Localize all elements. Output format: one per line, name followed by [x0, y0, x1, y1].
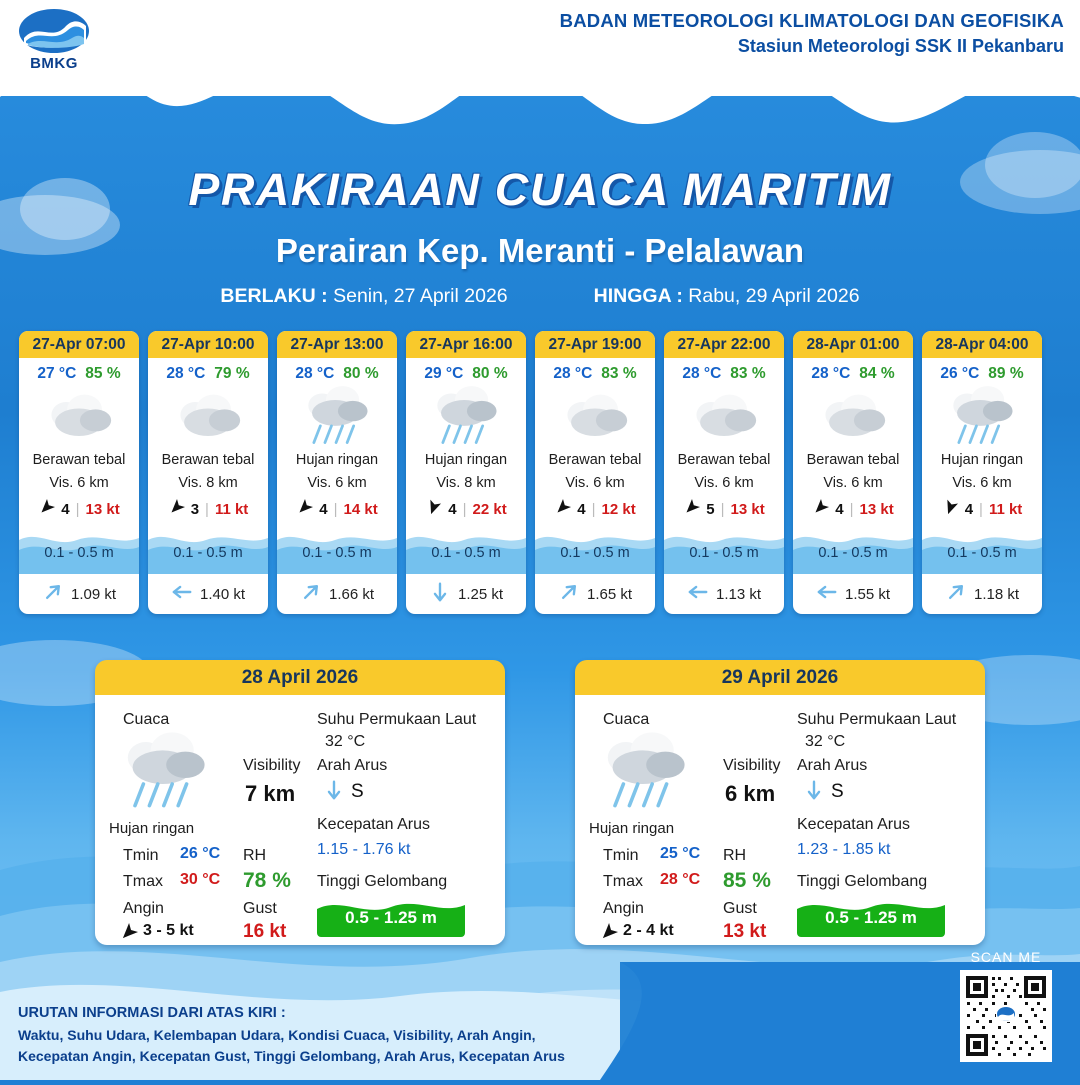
hourly-card	[922, 331, 1042, 614]
hourly-condition: Berawan tebal	[806, 452, 900, 468]
legend-line-1: Waktu, Suhu Udara, Kelembapan Udara, Kondisi Cuaca, Visibility, Arah Angin,	[18, 1026, 536, 1043]
hourly-current	[148, 574, 268, 614]
wind-direction-arrow-icon	[812, 499, 829, 520]
legend-note	[18, 1002, 628, 1068]
wind-separator: |	[75, 501, 80, 518]
hourly-condition: Hujan ringan	[424, 452, 508, 468]
hourly-wave-height: 0.1 - 0.5 m	[689, 545, 759, 561]
wind-separator: |	[720, 501, 725, 518]
hourly-current	[922, 574, 1042, 614]
hourly-wind-dir: 3	[190, 501, 200, 518]
daily-wind-value: 2 - 4 kt	[623, 922, 674, 939]
hourly-wind-speed: 13 kt	[85, 501, 120, 518]
current-direction-arrow-icon	[816, 581, 838, 607]
daily-tmin-value: 26 °C	[180, 845, 221, 862]
hourly-temperature: 28 °C	[553, 365, 593, 382]
hourly-wind-speed: 22 kt	[472, 501, 507, 518]
hourly-time: 27-Apr 22:00	[664, 331, 784, 358]
hourly-temperature: 28 °C	[166, 365, 206, 382]
hourly-wave-height: 0.1 - 0.5 m	[560, 545, 630, 561]
daily-wave-value: 0.5 - 1.25 m	[345, 908, 437, 927]
hourly-card	[19, 331, 139, 614]
daily-rh-value: 78 %	[243, 869, 291, 892]
daily-current-speed-label: Kecepatan Arus	[797, 816, 910, 833]
wind-separator: |	[591, 501, 596, 518]
daily-forecast-row	[0, 660, 1080, 945]
hourly-visibility: Vis. 6 km	[694, 475, 754, 491]
daily-current-speed-value: 1.23 - 1.85 kt	[797, 841, 891, 858]
hourly-temp-rh	[148, 358, 268, 383]
daily-wave-label: Tinggi Gelombang	[317, 873, 448, 890]
hourly-current	[406, 574, 526, 614]
daily-wave-label: Tinggi Gelombang	[797, 873, 928, 890]
rain-cloud-icon	[597, 731, 693, 820]
daily-forecast-panel	[95, 660, 505, 945]
valid-from-label: BERLAKU :	[220, 285, 328, 307]
page-subtitle: Perairan Kep. Meranti - Pelalawan	[275, 232, 805, 269]
rain-cloud-icon	[922, 385, 1042, 451]
daily-visibility-value: 7 km	[245, 781, 296, 806]
daily-gust-label: Gust	[243, 900, 277, 917]
hourly-wave	[664, 528, 784, 574]
daily-rh-label: RH	[723, 847, 747, 864]
hourly-temperature: 28 °C	[682, 365, 722, 382]
wind-separator: |	[205, 501, 209, 518]
daily-condition: Hujan ringan	[589, 820, 675, 837]
hourly-card	[664, 331, 784, 614]
current-direction-arrow-icon	[300, 581, 322, 607]
valid-to-value: Rabu, 29 April 2026	[688, 285, 860, 307]
hourly-time: 28-Apr 01:00	[793, 331, 913, 358]
hourly-temp-rh	[406, 358, 526, 383]
hourly-time: 27-Apr 07:00	[19, 331, 139, 358]
hourly-wind-speed: 12 kt	[601, 501, 636, 518]
daily-current-dir-value: S	[831, 781, 844, 802]
daily-wave-value: 0.5 - 1.25 m	[825, 908, 917, 927]
hourly-card	[148, 331, 268, 614]
hourly-humidity: 80 %	[343, 365, 379, 382]
current-direction-arrow-icon	[558, 581, 580, 607]
hourly-wave	[793, 528, 913, 574]
hourly-time: 27-Apr 10:00	[148, 331, 268, 358]
hourly-wind-speed: 14 kt	[343, 501, 378, 518]
hourly-wind	[922, 499, 1042, 520]
hourly-wind-dir: 4	[448, 501, 457, 518]
hourly-current-speed: 1.55 kt	[844, 585, 891, 603]
daily-rh-value: 85 %	[723, 869, 771, 892]
wind-direction-arrow-icon	[296, 499, 313, 520]
hourly-current	[19, 574, 139, 614]
hourly-wave-height: 0.1 - 0.5 m	[947, 545, 1017, 561]
hourly-temp-rh	[535, 358, 655, 383]
bmkg-logo-text: BMKG	[30, 55, 78, 72]
hourly-current	[535, 574, 655, 614]
hourly-wind-speed: 11 kt	[214, 501, 249, 518]
daily-tmax-value: 28 °C	[660, 871, 701, 888]
agency-name: BADAN METEOROLOGI KLIMATOLOGI DAN GEOFISIKA	[559, 10, 1064, 31]
hourly-visibility: Vis. 6 km	[49, 475, 109, 491]
daily-tmin-label: Tmin	[603, 847, 639, 864]
daily-gust-value: 13 kt	[723, 921, 767, 942]
current-direction-arrow-icon	[945, 581, 967, 607]
valid-to	[594, 285, 860, 308]
hourly-wave	[19, 528, 139, 574]
hourly-wind-dir: 4	[61, 501, 70, 518]
hourly-wind-dir: 4	[964, 501, 974, 518]
daily-current-speed-label: Kecepatan Arus	[317, 816, 430, 833]
cloud-icon	[19, 385, 139, 451]
hourly-current	[664, 574, 784, 614]
hourly-wave	[277, 528, 397, 574]
daily-sst-label: Suhu Permukaan Laut	[797, 711, 957, 728]
hourly-current	[277, 574, 397, 614]
hourly-visibility: Vis. 6 km	[565, 475, 625, 491]
daily-sst-value: 32 °C	[805, 733, 846, 750]
current-direction-arrow-icon	[429, 581, 451, 607]
daily-wind-label: Angin	[123, 900, 164, 917]
hourly-current-speed: 1.65 kt	[586, 585, 633, 603]
wind-separator: |	[462, 501, 467, 518]
wind-direction-arrow-icon	[38, 499, 55, 520]
daily-rh-label: RH	[243, 847, 267, 864]
hourly-humidity: 89 %	[988, 365, 1024, 382]
current-direction-arrow-icon	[171, 581, 193, 607]
hourly-time: 27-Apr 13:00	[277, 331, 397, 358]
hourly-temp-rh	[277, 358, 397, 383]
hourly-visibility: Vis. 8 km	[436, 475, 496, 491]
hourly-wind	[148, 499, 268, 520]
hourly-humidity: 85 %	[85, 365, 121, 382]
daily-current-dir-label: Arah Arus	[317, 757, 388, 774]
daily-current-speed-value: 1.15 - 1.76 kt	[317, 841, 411, 858]
current-direction-arrow-icon	[803, 779, 825, 806]
daily-visibility-label: Visibility	[723, 757, 781, 774]
cloud-icon	[793, 385, 913, 451]
hourly-card	[793, 331, 913, 614]
hourly-wave	[406, 528, 526, 574]
hourly-wind	[406, 499, 526, 520]
hourly-time: 27-Apr 19:00	[535, 331, 655, 358]
hourly-wind-speed: 13 kt	[859, 501, 894, 518]
hourly-current-speed: 1.18 kt	[973, 585, 1020, 603]
hourly-wind-dir: 4	[319, 501, 328, 518]
hourly-wind	[793, 499, 913, 520]
daily-cuaca-label: Cuaca	[123, 711, 170, 728]
daily-tmax-value: 30 °C	[180, 871, 221, 888]
rain-cloud-icon	[117, 731, 213, 820]
hourly-wind	[535, 499, 655, 520]
hourly-wave	[922, 528, 1042, 574]
current-direction-arrow-icon	[687, 581, 709, 607]
hourly-humidity: 79 %	[214, 365, 250, 382]
hourly-humidity: 80 %	[472, 365, 508, 382]
hourly-current-speed: 1.25 kt	[457, 585, 504, 603]
daily-tmin-label: Tmin	[123, 847, 159, 864]
hourly-card	[277, 331, 397, 614]
daily-current-dir-value: S	[351, 781, 364, 802]
hourly-condition: Berawan tebal	[161, 452, 255, 468]
page-title: PRAKIRAAN CUACA MARITIM	[188, 164, 892, 215]
wind-direction-arrow-icon	[168, 499, 185, 520]
hourly-wave-height: 0.1 - 0.5 m	[431, 545, 501, 561]
hourly-wave-height: 0.1 - 0.5 m	[173, 545, 243, 561]
hourly-humidity: 83 %	[601, 365, 637, 382]
daily-sst-label: Suhu Permukaan Laut	[317, 711, 477, 728]
validity-row	[0, 285, 1080, 308]
wind-separator: |	[849, 501, 854, 518]
hourly-condition: Hujan ringan	[295, 452, 379, 468]
hourly-card	[406, 331, 526, 614]
hourly-temperature: 29 °C	[424, 365, 464, 382]
current-direction-arrow-icon	[42, 581, 64, 607]
rain-cloud-icon	[406, 385, 526, 451]
daily-tmin-value: 25 °C	[660, 845, 701, 862]
hourly-wind	[277, 499, 397, 520]
daily-wave-badge	[797, 895, 945, 937]
hourly-temperature: 26 °C	[940, 365, 980, 382]
daily-wind-label: Angin	[603, 900, 644, 917]
hourly-time: 28-Apr 04:00	[922, 331, 1042, 358]
hourly-forecast-row	[19, 331, 1061, 614]
daily-condition: Hujan ringan	[109, 820, 195, 837]
hourly-time: 27-Apr 16:00	[406, 331, 526, 358]
daily-sst-value: 32 °C	[325, 733, 366, 750]
cloud-icon	[664, 385, 784, 451]
hourly-temperature: 27 °C	[37, 365, 77, 382]
daily-gust-label: Gust	[723, 900, 757, 917]
top-wave-decoration	[0, 52, 1080, 172]
hourly-card	[535, 331, 655, 614]
agency-header	[560, 10, 1064, 57]
hourly-wind-speed: 11 kt	[988, 501, 1023, 518]
scan-me-label: SCAN ME	[970, 949, 1042, 965]
legend-title: URUTAN INFORMASI DARI ATAS KIRI :	[18, 1005, 286, 1022]
station-name: Stasiun Meteorologi SSK II Pekanbaru	[737, 36, 1064, 56]
wind-direction-arrow-icon	[599, 923, 618, 945]
legend-line-2: Kecepatan Angin, Kecepatan Gust, Tinggi Gelombang, Arah Arus, Kecepatan Arus	[18, 1048, 565, 1065]
hourly-condition: Berawan tebal	[32, 452, 126, 468]
hourly-visibility: Vis. 6 km	[307, 475, 367, 491]
wind-direction-arrow-icon	[119, 923, 138, 945]
hourly-wave-height: 0.1 - 0.5 m	[44, 545, 114, 561]
wind-separator: |	[333, 501, 338, 518]
hourly-wind-dir: 4	[835, 501, 844, 518]
daily-gust-value: 16 kt	[243, 921, 287, 942]
daily-tmax-label: Tmax	[603, 873, 643, 890]
daily-wind-value: 3 - 5 kt	[143, 922, 194, 939]
wind-direction-arrow-icon	[942, 499, 959, 520]
qr-code[interactable]	[960, 970, 1052, 1062]
hourly-visibility: Vis. 6 km	[952, 475, 1012, 491]
valid-from	[220, 285, 507, 308]
hourly-temperature: 28 °C	[295, 365, 335, 382]
hourly-wave-height: 0.1 - 0.5 m	[818, 545, 888, 561]
daily-current-dir-label: Arah Arus	[797, 757, 868, 774]
hourly-wind	[19, 499, 139, 520]
cloud-icon	[535, 385, 655, 451]
hourly-wind-dir: 4	[577, 501, 586, 518]
bmkg-logo	[14, 8, 94, 82]
hourly-temp-rh	[922, 358, 1042, 383]
hourly-wind-speed: 13 kt	[730, 501, 765, 518]
current-direction-arrow-icon	[323, 779, 345, 806]
valid-from-value: Senin, 27 April 2026	[333, 285, 508, 307]
hourly-current-speed: 1.66 kt	[328, 585, 375, 603]
wind-separator: |	[979, 501, 983, 518]
hourly-wave-height: 0.1 - 0.5 m	[302, 545, 372, 561]
hourly-wave	[148, 528, 268, 574]
hourly-temp-rh	[664, 358, 784, 383]
daily-date: 29 April 2026	[575, 660, 985, 695]
daily-wave-badge	[317, 895, 465, 937]
daily-date: 28 April 2026	[95, 660, 505, 695]
hourly-wind-dir: 5	[706, 501, 715, 518]
wind-direction-arrow-icon	[425, 499, 442, 520]
hourly-condition: Berawan tebal	[677, 452, 771, 468]
hourly-current	[793, 574, 913, 614]
rain-cloud-icon	[277, 385, 397, 451]
hourly-temperature: 28 °C	[811, 365, 851, 382]
scan-me	[954, 949, 1058, 1062]
daily-cuaca-label: Cuaca	[603, 711, 650, 728]
hourly-current-speed: 1.40 kt	[199, 585, 246, 603]
daily-visibility-value: 6 km	[725, 781, 776, 806]
hourly-visibility: Vis. 8 km	[178, 475, 238, 491]
daily-forecast-panel	[575, 660, 985, 945]
valid-to-label: HINGGA :	[593, 285, 683, 307]
hourly-humidity: 84 %	[859, 365, 895, 382]
wind-direction-arrow-icon	[554, 499, 571, 520]
hourly-wave	[535, 528, 655, 574]
daily-tmax-label: Tmax	[123, 873, 163, 890]
hourly-wind	[664, 499, 784, 520]
cloud-icon	[148, 385, 268, 451]
hourly-temp-rh	[793, 358, 913, 383]
hourly-humidity: 83 %	[730, 365, 766, 382]
hourly-condition: Hujan ringan	[940, 452, 1024, 468]
bmkg-logo-mark	[18, 8, 90, 54]
hourly-temp-rh	[19, 358, 139, 383]
hourly-condition: Berawan tebal	[548, 452, 642, 468]
daily-visibility-label: Visibility	[243, 757, 301, 774]
hourly-visibility: Vis. 6 km	[823, 475, 883, 491]
wind-direction-arrow-icon	[683, 499, 700, 520]
hourly-current-speed: 1.13 kt	[715, 585, 762, 603]
hourly-current-speed: 1.09 kt	[70, 585, 117, 603]
